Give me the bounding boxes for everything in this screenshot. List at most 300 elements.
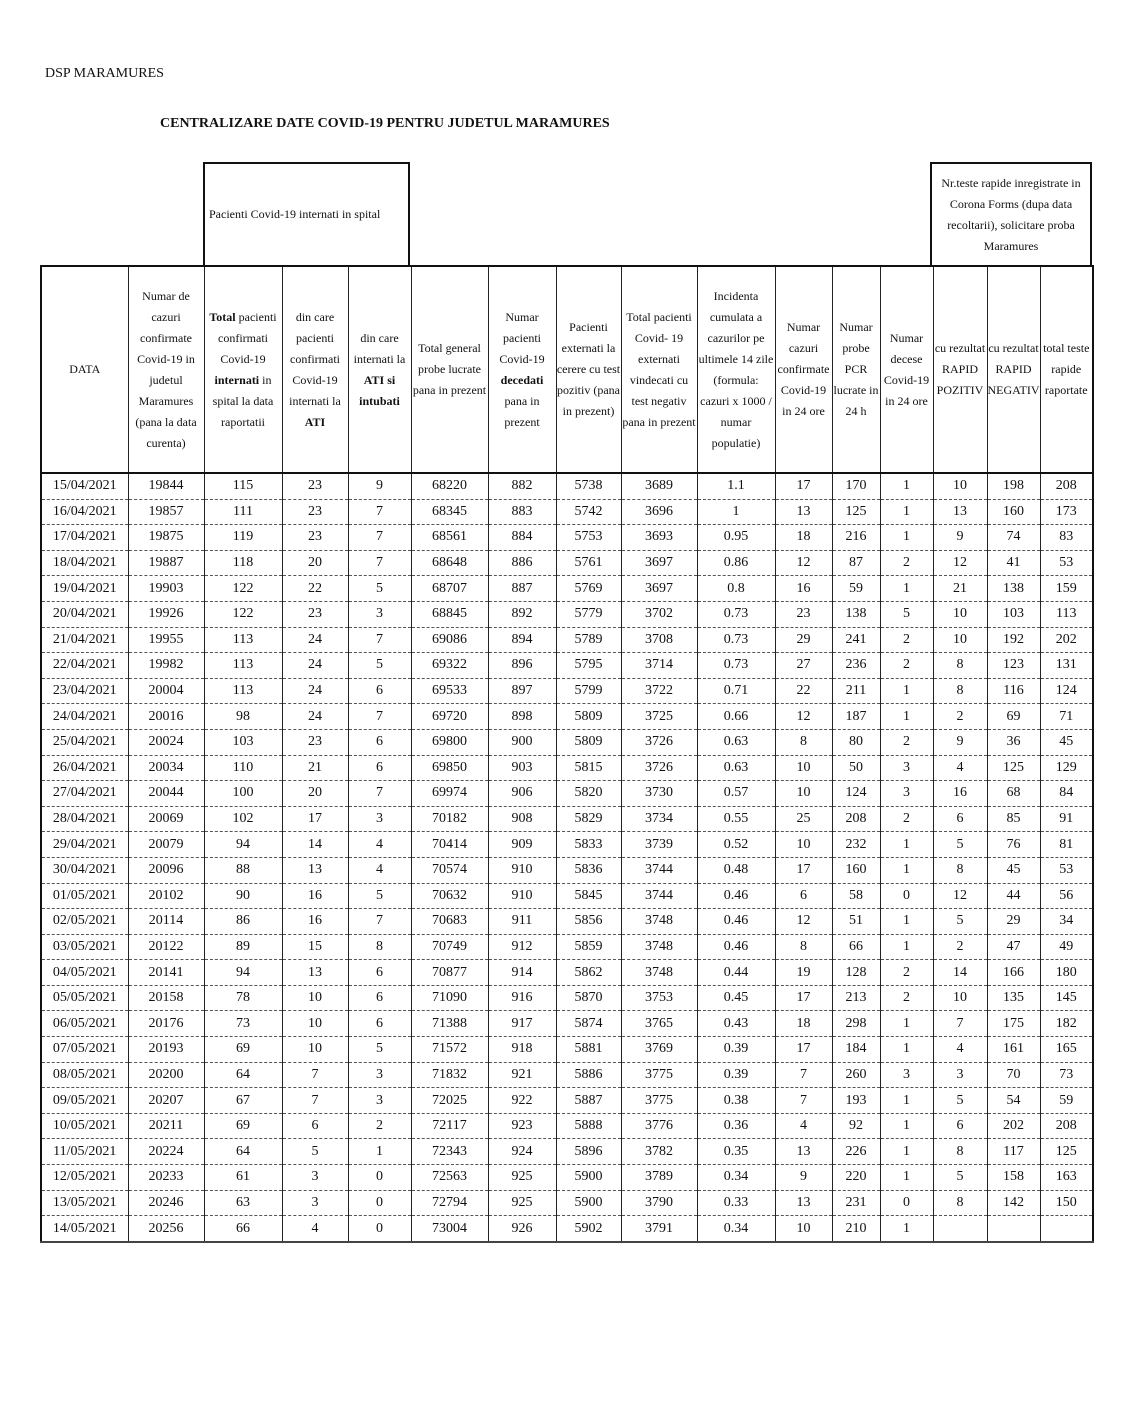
table-cell: 5881 <box>556 1037 621 1063</box>
table-cell: 7 <box>348 704 411 730</box>
table-cell: 1 <box>880 1113 933 1139</box>
table-cell: 0.73 <box>697 601 775 627</box>
table-cell: 0.52 <box>697 832 775 858</box>
table-cell: 103 <box>204 729 282 755</box>
table-cell: 2 <box>933 704 987 730</box>
table-cell: 69974 <box>411 781 488 807</box>
table-cell: 13/05/2021 <box>41 1190 128 1216</box>
table-cell: 12 <box>775 704 832 730</box>
table-row <box>41 909 1093 935</box>
table-cell: 7 <box>282 1088 348 1114</box>
table-cell: 5761 <box>556 550 621 576</box>
table-row <box>41 857 1093 883</box>
table-cell: 08/05/2021 <box>41 1062 128 1088</box>
table-cell: 3 <box>348 1062 411 1088</box>
table-cell: 0 <box>880 883 933 909</box>
table-cell: 20/04/2021 <box>41 601 128 627</box>
table-cell: 29 <box>775 627 832 653</box>
table-cell: 24 <box>282 627 348 653</box>
table-cell: 216 <box>832 525 880 551</box>
table-cell: 7 <box>775 1062 832 1088</box>
table-cell: 208 <box>1040 1113 1093 1139</box>
table-row <box>41 576 1093 602</box>
table-cell: 135 <box>987 985 1040 1011</box>
table-cell: 0.48 <box>697 857 775 883</box>
table-cell: 78 <box>204 985 282 1011</box>
table-cell: 198 <box>987 473 1040 499</box>
table-cell: 4 <box>282 1216 348 1242</box>
table-row <box>41 755 1093 781</box>
table-cell: 3744 <box>621 857 697 883</box>
table-cell: 5859 <box>556 934 621 960</box>
table-cell: 59 <box>832 576 880 602</box>
table-cell: 5809 <box>556 704 621 730</box>
table-cell: 3744 <box>621 883 697 909</box>
table-cell: 8 <box>933 1190 987 1216</box>
table-cell: 20122 <box>128 934 204 960</box>
col-header-deceased: Numar pacienti Covid-19 decedati pana in prezent <box>488 266 556 473</box>
table-cell: 900 <box>488 729 556 755</box>
table-cell: 128 <box>832 960 880 986</box>
table-cell: 173 <box>1040 499 1093 525</box>
table-cell: 0.71 <box>697 678 775 704</box>
table-cell: 59 <box>1040 1088 1093 1114</box>
table-cell: 170 <box>832 473 880 499</box>
table-cell: 74 <box>987 525 1040 551</box>
col-header-discharged-recovered: Total pacienti Covid- 19 externati vindecati cu test negativ pana in prezent <box>621 266 697 473</box>
table-cell: 10 <box>282 1011 348 1037</box>
table-row <box>41 525 1093 551</box>
table-row <box>41 473 1093 499</box>
table-cell: 68 <box>987 781 1040 807</box>
table-cell: 45 <box>987 857 1040 883</box>
table-cell: 925 <box>488 1190 556 1216</box>
table-cell: 0.44 <box>697 960 775 986</box>
table-cell: 7 <box>348 525 411 551</box>
table-cell: 1 <box>880 1088 933 1114</box>
col-header-rapid-positive: cu rezultat RAPID POZITIV <box>933 266 987 473</box>
table-cell: 71090 <box>411 985 488 1011</box>
table-cell: 12/05/2021 <box>41 1165 128 1191</box>
table-cell: 49 <box>1040 934 1093 960</box>
table-cell: 150 <box>1040 1190 1093 1216</box>
table-row <box>41 1216 1093 1242</box>
table-row <box>41 960 1093 986</box>
table-cell: 3739 <box>621 832 697 858</box>
table-cell: 5742 <box>556 499 621 525</box>
table-cell: 53 <box>1040 857 1093 883</box>
table-cell: 89 <box>204 934 282 960</box>
table-cell: 5888 <box>556 1113 621 1139</box>
table-cell: 04/05/2021 <box>41 960 128 986</box>
table-cell: 5836 <box>556 857 621 883</box>
table-cell: 71572 <box>411 1037 488 1063</box>
table-cell: 3 <box>348 806 411 832</box>
table-cell: 47 <box>987 934 1040 960</box>
table-cell: 23 <box>282 525 348 551</box>
table-cell: 119 <box>204 525 282 551</box>
table-cell: 21 <box>282 755 348 781</box>
table-cell: 5820 <box>556 781 621 807</box>
table-cell: 70632 <box>411 883 488 909</box>
table-cell: 5809 <box>556 729 621 755</box>
table-cell: 3791 <box>621 1216 697 1242</box>
table-cell: 5 <box>348 576 411 602</box>
table-cell: 138 <box>832 601 880 627</box>
table-cell: 19/04/2021 <box>41 576 128 602</box>
table-cell: 29 <box>987 909 1040 935</box>
table-cell: 14/05/2021 <box>41 1216 128 1242</box>
table-cell: 3 <box>282 1165 348 1191</box>
table-cell: 16 <box>282 883 348 909</box>
table-cell: 69850 <box>411 755 488 781</box>
table-row <box>41 806 1093 832</box>
table-cell: 0.46 <box>697 934 775 960</box>
table-cell: 20004 <box>128 678 204 704</box>
table-cell: 23 <box>282 729 348 755</box>
table-cell: 3782 <box>621 1139 697 1165</box>
table-cell: 18 <box>775 525 832 551</box>
table-cell: 1 <box>880 525 933 551</box>
rapid-tests-group-label: Nr.teste rapide inregistrate in Corona Forms (dupa data recoltarii), solicitare proba Maramures <box>941 175 1081 253</box>
table-cell: 125 <box>1040 1139 1093 1165</box>
table-cell: 63 <box>204 1190 282 1216</box>
table-cell: 1 <box>880 678 933 704</box>
table-cell: 70182 <box>411 806 488 832</box>
table-cell: 7 <box>933 1011 987 1037</box>
table-cell: 1 <box>880 1216 933 1242</box>
table-cell: 5856 <box>556 909 621 935</box>
table-cell: 22 <box>775 678 832 704</box>
table-cell: 0.46 <box>697 883 775 909</box>
table-cell: 298 <box>832 1011 880 1037</box>
table-cell: 3765 <box>621 1011 697 1037</box>
table-cell: 159 <box>1040 576 1093 602</box>
table-cell: 70574 <box>411 857 488 883</box>
table-cell: 911 <box>488 909 556 935</box>
table-cell: 21 <box>933 576 987 602</box>
table-cell: 161 <box>987 1037 1040 1063</box>
table-cell: 918 <box>488 1037 556 1063</box>
table-cell: 6 <box>348 1011 411 1037</box>
table-cell: 882 <box>488 473 556 499</box>
table-cell <box>987 1216 1040 1242</box>
table-cell: 7 <box>348 909 411 935</box>
col-header-hospitalized: Total pacienti confirmati Covid-19 internati in spital la data raportatii <box>204 266 282 473</box>
table-cell: 8 <box>348 934 411 960</box>
table-cell: 6 <box>348 678 411 704</box>
table-cell: 8 <box>933 1139 987 1165</box>
table-cell: 94 <box>204 960 282 986</box>
table-cell: 18/04/2021 <box>41 550 128 576</box>
table-cell: 12 <box>933 883 987 909</box>
table-cell: 260 <box>832 1062 880 1088</box>
table-cell: 05/05/2021 <box>41 985 128 1011</box>
table-cell: 19875 <box>128 525 204 551</box>
table-cell: 70749 <box>411 934 488 960</box>
table-cell: 16 <box>933 781 987 807</box>
table-cell: 9 <box>348 473 411 499</box>
table-cell: 165 <box>1040 1037 1093 1063</box>
table-cell: 103 <box>987 601 1040 627</box>
table-cell: 10 <box>775 832 832 858</box>
table-row <box>41 1088 1093 1114</box>
organization-name: DSP MARAMURES <box>45 66 164 81</box>
table-cell: 72343 <box>411 1139 488 1165</box>
table-cell: 906 <box>488 781 556 807</box>
table-cell: 1 <box>880 473 933 499</box>
table-cell: 5 <box>348 653 411 679</box>
table-cell: 131 <box>1040 653 1093 679</box>
table-cell: 10 <box>775 755 832 781</box>
table-cell: 6 <box>348 960 411 986</box>
table-cell: 23 <box>282 473 348 499</box>
table-cell: 0.34 <box>697 1216 775 1242</box>
table-cell: 70877 <box>411 960 488 986</box>
table-cell: 19903 <box>128 576 204 602</box>
table-cell: 6 <box>348 755 411 781</box>
table-cell: 5829 <box>556 806 621 832</box>
col-header-discharged-positive: Pacienti externati la cerere cu test pozitiv (pana in prezent) <box>556 266 621 473</box>
table-row <box>41 1113 1093 1139</box>
col-header-total-tests: Total general probe lucrate pana in prezent <box>411 266 488 473</box>
table-cell: 924 <box>488 1139 556 1165</box>
table-cell: 0.35 <box>697 1139 775 1165</box>
table-cell: 3 <box>348 601 411 627</box>
col-header-date: DATA <box>41 266 128 473</box>
table-cell: 241 <box>832 627 880 653</box>
table-cell: 10 <box>775 1216 832 1242</box>
table-cell: 166 <box>987 960 1040 986</box>
table-cell: 3748 <box>621 960 697 986</box>
table-cell: 91 <box>1040 806 1093 832</box>
table-cell: 72794 <box>411 1190 488 1216</box>
table-cell: 13 <box>775 1190 832 1216</box>
table-cell: 5 <box>933 1088 987 1114</box>
table-cell: 220 <box>832 1165 880 1191</box>
table-cell: 0 <box>880 1190 933 1216</box>
table-cell: 20024 <box>128 729 204 755</box>
table-cell: 64 <box>204 1062 282 1088</box>
hospital-group-header <box>203 162 410 267</box>
table-cell: 909 <box>488 832 556 858</box>
table-cell: 8 <box>933 678 987 704</box>
table-cell: 17 <box>775 857 832 883</box>
table-cell: 5887 <box>556 1088 621 1114</box>
table-cell: 20096 <box>128 857 204 883</box>
table-cell: 122 <box>204 601 282 627</box>
table-cell: 16 <box>775 576 832 602</box>
table-cell: 925 <box>488 1165 556 1191</box>
table-cell: 921 <box>488 1062 556 1088</box>
table-cell: 67 <box>204 1088 282 1114</box>
table-cell: 23 <box>775 601 832 627</box>
table-cell: 116 <box>987 678 1040 704</box>
table-cell: 07/05/2021 <box>41 1037 128 1063</box>
table-cell: 22/04/2021 <box>41 653 128 679</box>
table-cell: 0.34 <box>697 1165 775 1191</box>
table-cell: 1 <box>880 499 933 525</box>
table-cell: 81 <box>1040 832 1093 858</box>
table-cell: 6 <box>775 883 832 909</box>
table-row <box>41 985 1093 1011</box>
table-cell: 1 <box>880 1011 933 1037</box>
table-cell: 5900 <box>556 1165 621 1191</box>
table-cell: 5753 <box>556 525 621 551</box>
table-cell: 182 <box>1040 1011 1093 1037</box>
table-cell: 3693 <box>621 525 697 551</box>
table-cell: 19955 <box>128 627 204 653</box>
table-cell: 68220 <box>411 473 488 499</box>
table-cell: 44 <box>987 883 1040 909</box>
table-cell: 2 <box>880 550 933 576</box>
table-cell: 0.8 <box>697 576 775 602</box>
table-cell: 25 <box>775 806 832 832</box>
table-cell: 0 <box>348 1216 411 1242</box>
table-cell: 5769 <box>556 576 621 602</box>
table-cell: 20256 <box>128 1216 204 1242</box>
table-cell: 123 <box>987 653 1040 679</box>
table-cell: 1.1 <box>697 473 775 499</box>
table-cell: 3726 <box>621 729 697 755</box>
table-cell: 73004 <box>411 1216 488 1242</box>
table-cell: 1 <box>880 1037 933 1063</box>
table-cell: 110 <box>204 755 282 781</box>
table-cell: 208 <box>832 806 880 832</box>
table-cell: 202 <box>987 1113 1040 1139</box>
table-cell: 72025 <box>411 1088 488 1114</box>
table-cell: 922 <box>488 1088 556 1114</box>
table-cell: 187 <box>832 704 880 730</box>
table-cell: 124 <box>1040 678 1093 704</box>
table-cell: 19857 <box>128 499 204 525</box>
table-cell: 10 <box>775 781 832 807</box>
table-row <box>41 883 1093 909</box>
table-row <box>41 832 1093 858</box>
table-cell: 87 <box>832 550 880 576</box>
table-cell: 3714 <box>621 653 697 679</box>
col-header-cases-24h: Numar cazuri confirmate Covid-19 in 24 ore <box>775 266 832 473</box>
table-cell: 30/04/2021 <box>41 857 128 883</box>
table-row <box>41 653 1093 679</box>
table-cell: 2 <box>880 653 933 679</box>
table-cell: 94 <box>204 832 282 858</box>
table-cell: 01/05/2021 <box>41 883 128 909</box>
table-row <box>41 1139 1093 1165</box>
table-cell: 10 <box>282 1037 348 1063</box>
table-cell: 24 <box>282 704 348 730</box>
table-cell: 142 <box>987 1190 1040 1216</box>
table-cell: 5779 <box>556 601 621 627</box>
table-cell: 64 <box>204 1139 282 1165</box>
table-cell: 1 <box>880 909 933 935</box>
table-cell: 0.86 <box>697 550 775 576</box>
table-cell: 70683 <box>411 909 488 935</box>
table-cell: 0.46 <box>697 909 775 935</box>
table-cell: 113 <box>1040 601 1093 627</box>
table-cell: 69322 <box>411 653 488 679</box>
table-cell: 58 <box>832 883 880 909</box>
table-cell: 61 <box>204 1165 282 1191</box>
table-row <box>41 1190 1093 1216</box>
table-cell: 6 <box>348 729 411 755</box>
table-cell: 0.36 <box>697 1113 775 1139</box>
table-row <box>41 704 1093 730</box>
table-cell: 908 <box>488 806 556 832</box>
table-cell: 19 <box>775 960 832 986</box>
table-cell: 73 <box>1040 1062 1093 1088</box>
table-row <box>41 601 1093 627</box>
table-cell: 3 <box>282 1190 348 1216</box>
table-cell: 211 <box>832 678 880 704</box>
table-cell: 10 <box>933 473 987 499</box>
table-cell: 20069 <box>128 806 204 832</box>
table-cell: 70 <box>987 1062 1040 1088</box>
table-cell: 193 <box>832 1088 880 1114</box>
table-cell: 118 <box>204 550 282 576</box>
table-cell: 231 <box>832 1190 880 1216</box>
table-cell: 3753 <box>621 985 697 1011</box>
table-cell: 125 <box>987 755 1040 781</box>
table-cell: 897 <box>488 678 556 704</box>
table-cell: 138 <box>987 576 1040 602</box>
table-cell: 20044 <box>128 781 204 807</box>
table-cell: 0.73 <box>697 627 775 653</box>
table-cell: 34 <box>1040 909 1093 935</box>
table-cell: 20200 <box>128 1062 204 1088</box>
table-cell: 17 <box>282 806 348 832</box>
table-cell: 3696 <box>621 499 697 525</box>
table-cell: 2 <box>348 1113 411 1139</box>
table-cell: 36 <box>987 729 1040 755</box>
table-cell: 70414 <box>411 832 488 858</box>
table-cell: 13 <box>282 857 348 883</box>
table-cell: 27/04/2021 <box>41 781 128 807</box>
table-cell: 80 <box>832 729 880 755</box>
col-header-deaths-24h: Numar decese Covid-19 in 24 ore <box>880 266 933 473</box>
table-cell: 20176 <box>128 1011 204 1037</box>
table-cell: 15 <box>282 934 348 960</box>
table-cell: 50 <box>832 755 880 781</box>
table-cell: 898 <box>488 704 556 730</box>
table-cell: 20233 <box>128 1165 204 1191</box>
table-cell: 27 <box>775 653 832 679</box>
table-cell: 25/04/2021 <box>41 729 128 755</box>
table-cell: 20193 <box>128 1037 204 1063</box>
table-cell: 71388 <box>411 1011 488 1037</box>
table-cell: 113 <box>204 678 282 704</box>
table-cell: 83 <box>1040 525 1093 551</box>
table-cell: 232 <box>832 832 880 858</box>
table-cell: 3769 <box>621 1037 697 1063</box>
table-cell: 45 <box>1040 729 1093 755</box>
table-cell: 5 <box>348 1037 411 1063</box>
table-cell: 0.55 <box>697 806 775 832</box>
table-cell: 20246 <box>128 1190 204 1216</box>
table-cell: 3748 <box>621 934 697 960</box>
table-cell: 180 <box>1040 960 1093 986</box>
table-cell: 3708 <box>621 627 697 653</box>
table-row <box>41 934 1093 960</box>
table-cell: 68345 <box>411 499 488 525</box>
table-cell: 12 <box>775 550 832 576</box>
table-cell: 69086 <box>411 627 488 653</box>
table-cell: 17/04/2021 <box>41 525 128 551</box>
table-cell: 100 <box>204 781 282 807</box>
table-cell: 1 <box>880 704 933 730</box>
table-cell: 7 <box>348 627 411 653</box>
table-row <box>41 781 1093 807</box>
